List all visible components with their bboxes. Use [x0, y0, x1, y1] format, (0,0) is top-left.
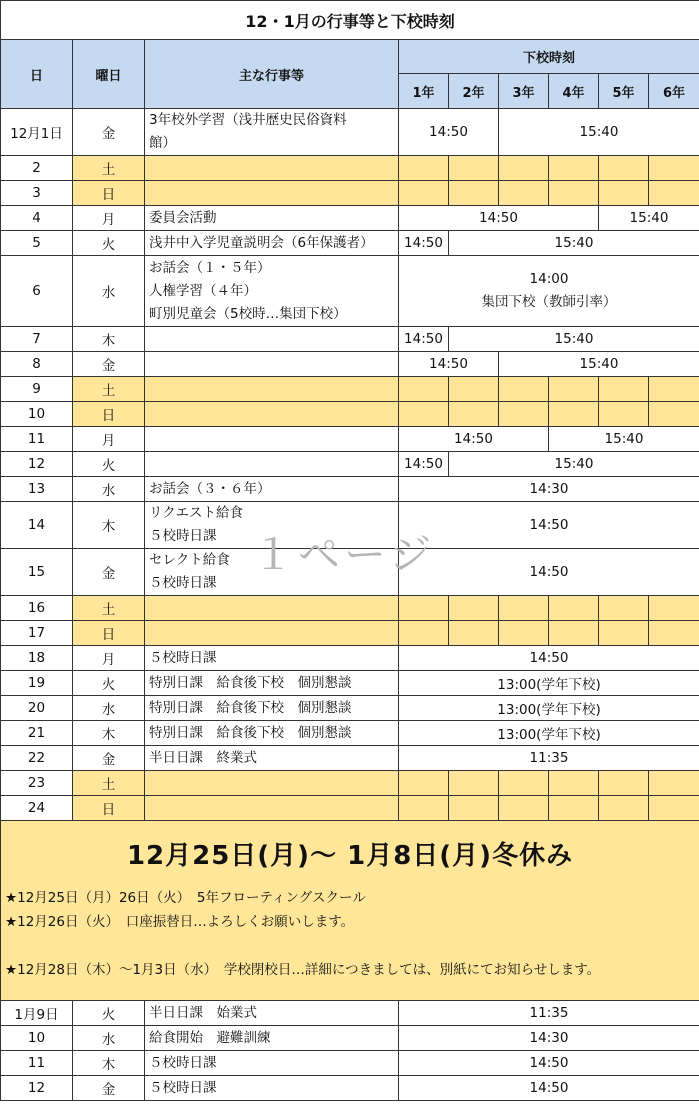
dismissal-cell	[399, 156, 449, 181]
notice-spacer	[1, 934, 699, 958]
event-cell	[145, 327, 399, 352]
dismissal-time-cell: 14:50	[399, 1051, 699, 1076]
dismissal-cell	[649, 621, 699, 646]
event-cell	[145, 549, 399, 596]
day-cell: 14	[1, 502, 73, 549]
day-cell: 21	[1, 721, 73, 746]
notice-line: ★12月26日（火） 口座振替日…よろしくお願いします。	[5, 914, 355, 930]
event-cell	[145, 377, 399, 402]
weekday-cell: 金	[73, 746, 145, 771]
event-line: 人権学習（４年）	[149, 282, 257, 299]
event-cell	[145, 156, 399, 181]
table-row	[1, 502, 699, 549]
event-line: リクエスト給食	[149, 505, 243, 521]
page-title: 12・1月の行事等と下校時刻	[1, 1, 699, 40]
table-row	[1, 1001, 699, 1026]
event-cell	[145, 352, 399, 377]
weekday-cell: 土	[73, 156, 145, 181]
event-line: 半日日課 終業式	[149, 749, 257, 766]
weekday-cell: 土	[73, 377, 145, 402]
event-cell	[145, 502, 399, 549]
dismissal-cell	[449, 621, 499, 646]
day-cell: 1月9日	[1, 1001, 73, 1026]
table-row	[1, 452, 699, 477]
event-line: 浅井中入学児童説明会（6年保護者）	[149, 234, 374, 251]
event-cell	[145, 746, 399, 771]
table-row	[1, 156, 699, 181]
dismissal-cell	[599, 377, 649, 402]
weekday-cell: 木	[73, 502, 145, 549]
table-row	[1, 206, 699, 231]
header-grade-3: 3年	[499, 74, 549, 109]
table-row	[1, 796, 699, 821]
dismissal-cell	[649, 377, 699, 402]
dismissal-cell	[449, 156, 499, 181]
page-watermark: １ページ	[252, 530, 436, 579]
event-line: 特別日課 給食後下校 個別懇談	[149, 699, 352, 716]
event-cell	[145, 109, 399, 156]
weekday-cell: 火	[73, 1001, 145, 1026]
weekday-cell: 火	[73, 452, 145, 477]
event-cell	[145, 1076, 399, 1101]
weekday-cell: 月	[73, 427, 145, 452]
day-cell: 7	[1, 327, 73, 352]
winter-break-banner	[1, 821, 699, 1001]
dismissal-cell	[649, 596, 699, 621]
weekday-cell: 木	[73, 1051, 145, 1076]
event-line: セレクト給食	[149, 552, 230, 568]
day-cell: 19	[1, 671, 73, 696]
dismissal-cell	[599, 796, 649, 821]
event-line: ５校時日課	[149, 1054, 217, 1071]
header-dismissal: 下校時刻	[399, 40, 699, 74]
winter-break-row	[1, 821, 699, 1001]
dismissal-cell	[549, 402, 599, 427]
header-events: 主な行事等	[145, 40, 399, 109]
event-line: ５校時日課	[149, 528, 217, 544]
event-cell	[145, 231, 399, 256]
header-grade-1: 1年	[399, 74, 449, 109]
table-row	[1, 327, 699, 352]
dismissal-cell	[499, 377, 549, 402]
day-cell: 4	[1, 206, 73, 231]
table-row	[1, 352, 699, 377]
dismissal-time-cell: 15:40	[499, 109, 699, 156]
dismissal-cell	[399, 771, 449, 796]
dismissal-cell	[499, 771, 549, 796]
table-row	[1, 696, 699, 721]
weekday-cell: 水	[73, 696, 145, 721]
weekday-cell: 水	[73, 477, 145, 502]
dismissal-time-cell: 14:50	[399, 352, 499, 377]
day-cell: 10	[1, 402, 73, 427]
dismissal-time-cell: 14:50	[399, 327, 449, 352]
table-row	[1, 596, 699, 621]
weekday-cell: 火	[73, 231, 145, 256]
dismissal-cell	[499, 796, 549, 821]
table-row	[1, 1026, 699, 1051]
day-cell: 23	[1, 771, 73, 796]
day-cell: 20	[1, 696, 73, 721]
dismissal-time-line: 14:00	[529, 271, 569, 287]
table-row	[1, 1076, 699, 1101]
day-cell: 24	[1, 796, 73, 821]
dismissal-cell	[599, 402, 649, 427]
notice-line: ★12月28日（木）～1月3日（水） 学校閉校日…詳細につきましては、別紙にてお知らせします。	[5, 962, 601, 978]
day-cell: 16	[1, 596, 73, 621]
weekday-cell: 日	[73, 796, 145, 821]
dismissal-time-cell: 13:00(学年下校)	[399, 671, 699, 696]
dismissal-cell	[449, 796, 499, 821]
dismissal-time-cell: 14:50	[399, 646, 699, 671]
dismissal-time-line: 集団下校（教師引率）	[481, 294, 617, 310]
dismissal-cell	[499, 402, 549, 427]
event-line: 半日日課 始業式	[149, 1004, 257, 1021]
day-cell: 11	[1, 427, 73, 452]
event-line: ５校時日課	[149, 1079, 217, 1096]
table-row	[1, 377, 699, 402]
dismissal-cell	[599, 181, 649, 206]
event-cell	[145, 1001, 399, 1026]
dismissal-cell	[549, 596, 599, 621]
day-cell: 22	[1, 746, 73, 771]
day-cell: 3	[1, 181, 73, 206]
dismissal-cell	[599, 156, 649, 181]
event-cell	[145, 671, 399, 696]
dismissal-time-cell: 14:30	[399, 1026, 699, 1051]
dismissal-time-cell: 15:40	[499, 352, 699, 377]
event-line: お話会（１・５年）	[149, 259, 271, 276]
day-cell: 17	[1, 621, 73, 646]
dismissal-cell	[549, 156, 599, 181]
event-cell	[145, 1051, 399, 1076]
dismissal-cell	[649, 402, 699, 427]
day-cell: 12	[1, 452, 73, 477]
weekday-cell: 木	[73, 327, 145, 352]
table-row	[1, 477, 699, 502]
dismissal-cell	[549, 181, 599, 206]
table-row	[1, 746, 699, 771]
day-cell: 5	[1, 231, 73, 256]
schedule-body	[1, 1, 699, 1101]
dismissal-time-cell: 14:50	[399, 427, 549, 452]
event-line: 3年校外学習（浅井歴史民俗資料	[149, 112, 347, 128]
header-grade-5: 5年	[599, 74, 649, 109]
dismissal-cell	[449, 771, 499, 796]
table-row	[1, 671, 699, 696]
weekday-cell: 月	[73, 206, 145, 231]
weekday-cell: 日	[73, 181, 145, 206]
header-weekday: 曜日	[73, 40, 145, 109]
dismissal-time-cell: 15:40	[449, 452, 699, 477]
day-cell: 15	[1, 549, 73, 596]
weekday-cell: 月	[73, 646, 145, 671]
event-cell	[145, 621, 399, 646]
dismissal-time-cell: 14:50	[399, 206, 599, 231]
day-cell: 18	[1, 646, 73, 671]
dismissal-time-cell: 11:35	[399, 1001, 699, 1026]
event-line: 特別日課 給食後下校 個別懇談	[149, 724, 352, 741]
event-cell	[145, 427, 399, 452]
event-line: 特別日課 給食後下校 個別懇談	[149, 674, 352, 691]
day-cell: 9	[1, 377, 73, 402]
dismissal-time-cell: 13:00(学年下校)	[399, 696, 699, 721]
dismissal-cell	[649, 771, 699, 796]
event-line: ５校時日課	[149, 649, 217, 666]
dismissal-cell	[549, 796, 599, 821]
dismissal-time-cell: 13:00(学年下校)	[399, 721, 699, 746]
dismissal-cell	[449, 596, 499, 621]
weekday-cell: 土	[73, 771, 145, 796]
dismissal-time-cell: 15:40	[549, 427, 699, 452]
dismissal-cell	[499, 156, 549, 181]
dismissal-cell	[599, 771, 649, 796]
dismissal-time-cell: 14:50	[399, 1076, 699, 1101]
weekday-cell: 土	[73, 596, 145, 621]
event-cell	[145, 477, 399, 502]
notice-line: ★12月25日（月）26日（火） 5年フローティングスクール	[5, 890, 366, 906]
table-row	[1, 181, 699, 206]
dismissal-cell	[399, 796, 449, 821]
event-line: 委員会活動	[149, 209, 217, 226]
table-row	[1, 721, 699, 746]
table-row	[1, 109, 699, 156]
weekday-cell: 火	[73, 671, 145, 696]
dismissal-cell	[549, 621, 599, 646]
dismissal-cell	[449, 181, 499, 206]
weekday-cell: 金	[73, 549, 145, 596]
dismissal-time-cell: 15:40	[449, 327, 699, 352]
dismissal-cell	[649, 181, 699, 206]
weekday-cell: 金	[73, 352, 145, 377]
dismissal-time-cell: 14:30	[399, 477, 699, 502]
header-grade-6: 6年	[649, 74, 699, 109]
dismissal-cell	[549, 377, 599, 402]
table-row	[1, 621, 699, 646]
event-cell	[145, 771, 399, 796]
event-cell	[145, 596, 399, 621]
day-cell: 12	[1, 1076, 73, 1101]
weekday-cell: 水	[73, 256, 145, 327]
table-row	[1, 1051, 699, 1076]
dismissal-time-cell: 14:50	[399, 502, 699, 549]
day-cell: 8	[1, 352, 73, 377]
weekday-cell: 木	[73, 721, 145, 746]
event-cell	[145, 452, 399, 477]
table-row	[1, 427, 699, 452]
event-cell	[145, 696, 399, 721]
dismissal-time-cell: 15:40	[599, 206, 699, 231]
dismissal-time-cell: 11:35	[399, 746, 699, 771]
event-line: 館）	[149, 135, 176, 151]
event-cell	[145, 402, 399, 427]
dismissal-cell	[399, 402, 449, 427]
winter-break-title: 12月25日(月)～ 1月8日(月)冬休み	[126, 841, 574, 871]
dismissal-cell	[649, 156, 699, 181]
dismissal-cell	[449, 402, 499, 427]
day-cell: 10	[1, 1026, 73, 1051]
dismissal-time-cell: 14:50	[399, 452, 449, 477]
table-row	[1, 646, 699, 671]
day-cell: 11	[1, 1051, 73, 1076]
dismissal-cell	[399, 377, 449, 402]
dismissal-time-cell: 14:50	[399, 109, 499, 156]
dismissal-cell	[449, 377, 499, 402]
event-cell	[145, 721, 399, 746]
table-row	[1, 231, 699, 256]
dismissal-time-cell	[399, 256, 699, 327]
weekday-cell: 日	[73, 402, 145, 427]
event-line: 町別児童会（5校時…集団下校）	[149, 305, 347, 322]
weekday-cell: 水	[73, 1026, 145, 1051]
dismissal-cell	[399, 596, 449, 621]
header-day: 日	[1, 40, 73, 109]
table-row	[1, 256, 699, 327]
dismissal-cell	[399, 621, 449, 646]
dismissal-cell	[499, 181, 549, 206]
day-cell: 13	[1, 477, 73, 502]
dismissal-time-cell: 15:40	[449, 231, 699, 256]
table-row	[1, 771, 699, 796]
day-cell: 2	[1, 156, 73, 181]
dismissal-cell	[599, 621, 649, 646]
weekday-cell: 金	[73, 109, 145, 156]
header-grade-4: 4年	[549, 74, 599, 109]
dismissal-cell	[549, 771, 599, 796]
event-cell	[145, 796, 399, 821]
event-line: ５校時日課	[149, 575, 217, 591]
event-cell	[145, 1026, 399, 1051]
table-row	[1, 549, 699, 596]
event-cell	[145, 256, 399, 327]
event-line: お話会（３・６年）	[149, 480, 271, 497]
event-cell	[145, 181, 399, 206]
event-cell	[145, 646, 399, 671]
dismissal-cell	[599, 596, 649, 621]
table-row	[1, 402, 699, 427]
dismissal-time-cell: 14:50	[399, 549, 699, 596]
dismissal-cell	[499, 621, 549, 646]
weekday-cell: 日	[73, 621, 145, 646]
dismissal-cell	[499, 596, 549, 621]
day-cell: 6	[1, 256, 73, 327]
event-line: 給食開始 避難訓練	[149, 1029, 271, 1046]
header-grade-2: 2年	[449, 74, 499, 109]
dismissal-cell	[399, 181, 449, 206]
dismissal-cell	[649, 796, 699, 821]
dismissal-time-cell: 14:50	[399, 231, 449, 256]
day-cell: 12月1日	[1, 109, 73, 156]
event-cell	[145, 206, 399, 231]
weekday-cell: 金	[73, 1076, 145, 1101]
